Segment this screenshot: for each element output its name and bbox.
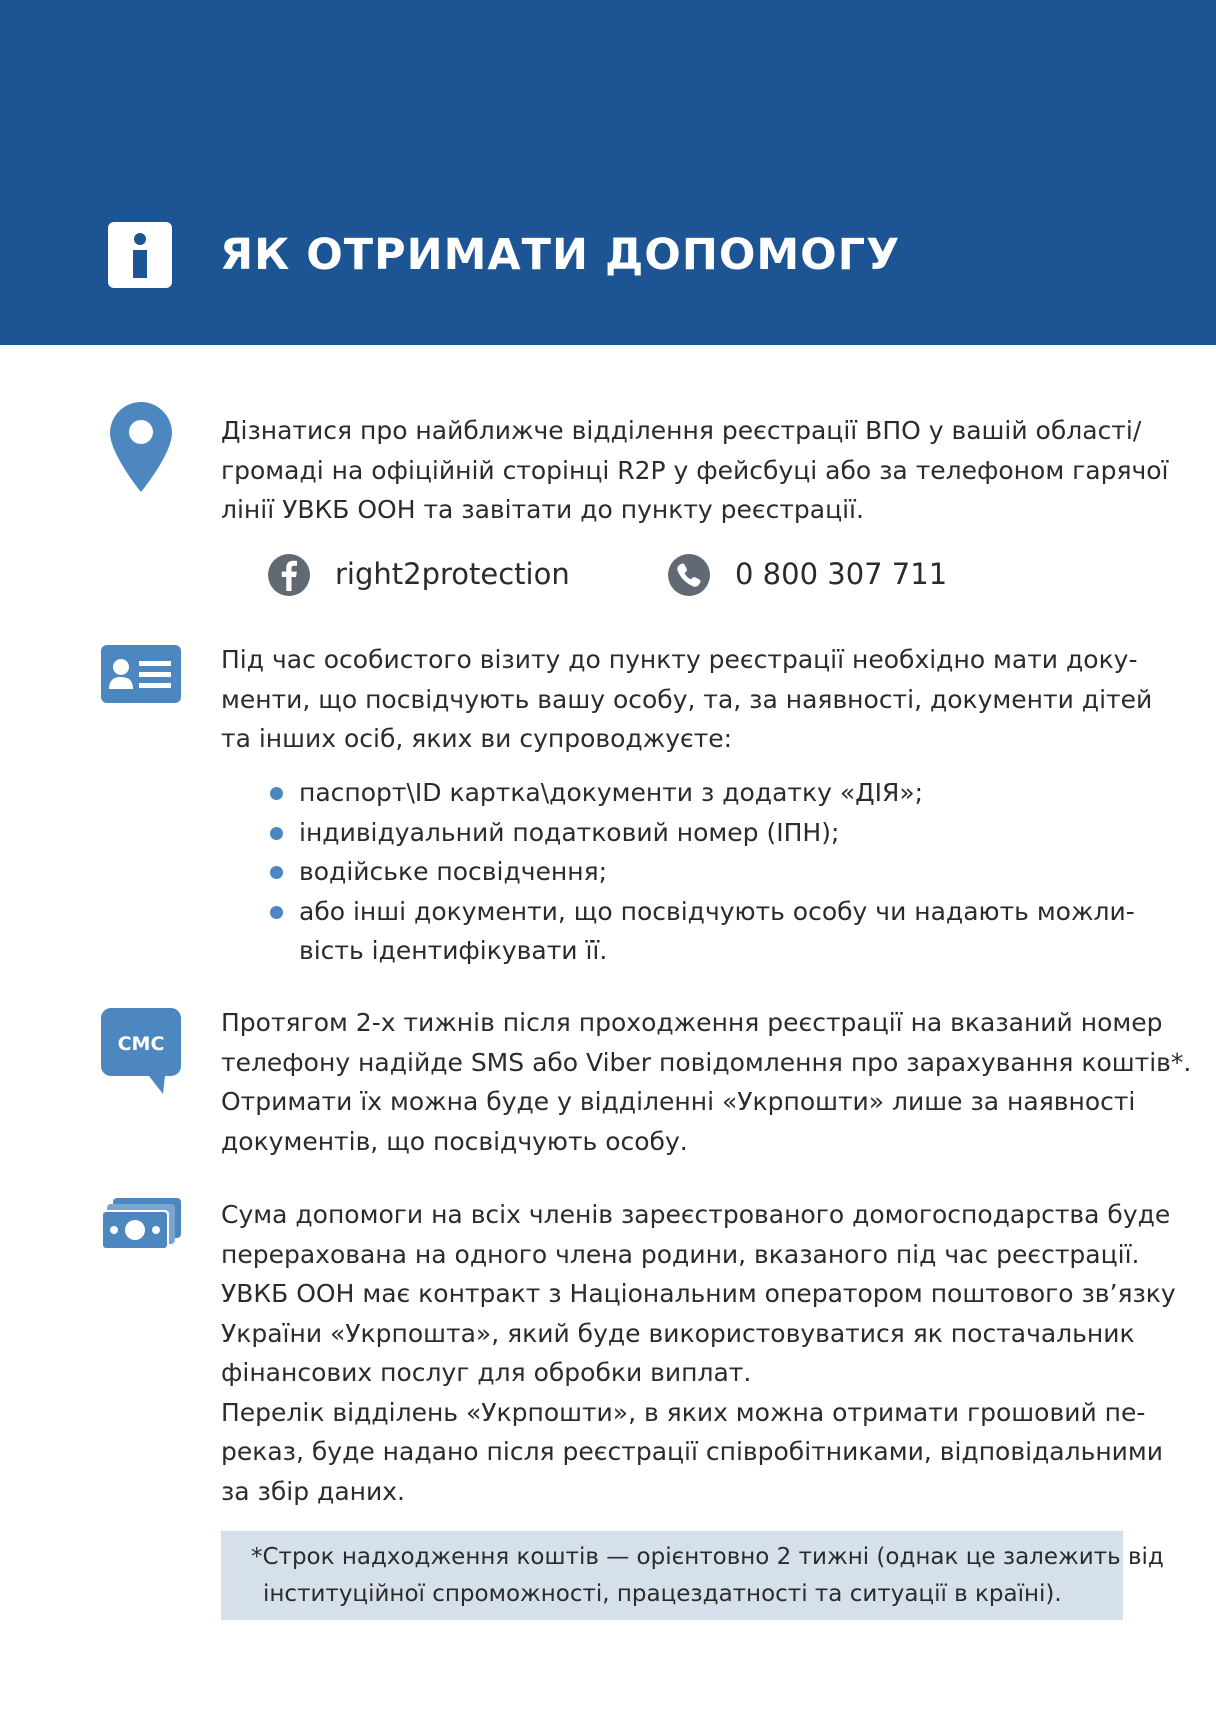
page-header (0, 0, 1216, 345)
page-title: ЯК ОТРИМАТИ ДОПОМОГУ (220, 230, 901, 280)
bullet-icon (270, 787, 283, 800)
phone-icon (667, 553, 711, 597)
location-text: Дізнатися про найближче відділення реєстрації ВПО у вашій області/ громаді на офіційній сторінці R2P у фейсбуці або за телефоном гарячої лінії УВКБ ООН та завітати до пункту реєстрації. (221, 416, 1169, 524)
info-icon (108, 222, 172, 288)
list-item: або інші документи, що посвідчують особу чи надають можли- вість ідентифікувати її. (270, 892, 1130, 971)
facebook-handle[interactable]: right2protection (335, 557, 570, 591)
bullet-icon (270, 827, 283, 840)
list-item: водійське посвідчення; (270, 852, 1130, 892)
facebook-icon (267, 553, 311, 597)
money-text: Сума допомоги на всіх членів зареєстрованого домогосподарства буде перерахована на одного члена родини, вказаного під час реєстрації. УВКБ ООН має контракт з Національним оператором поштового зв’язку України «Укрпошта», який буде використовуватися як постачальник фінансових послуг для обробки виплат. Перелік відділень «Укрпошти», в яких можна отримати грошовий пе- реказ, буде надано після реєстрації співробітниками, відповідальними за збір даних. (221, 1200, 1176, 1506)
list-item: індивідуальний податковий номер (ІПН); (270, 813, 1130, 853)
id-card-icon (101, 645, 181, 703)
facebook-contact[interactable] (267, 553, 587, 603)
bullet-icon (270, 906, 283, 919)
phone-contact[interactable] (667, 553, 947, 603)
sms-icon-label: СМС (117, 1033, 165, 1055)
documents-text: Під час особистого візиту до пункту реєстрації необхідно мати доку- менти, що посвідчують вашу особу, та, за наявності, документи дітей та інших осіб, яких ви супроводжуєте: (221, 645, 1153, 753)
location-pin-icon (110, 402, 172, 492)
sms-bubble-icon (101, 1008, 181, 1094)
hotline-number[interactable]: 0 800 307 711 (735, 557, 948, 591)
documents-list (270, 773, 1135, 971)
list-item: паспорт\ID картка\документи з додатку «ДІЯ»; (270, 773, 1130, 813)
bullet-icon (270, 866, 283, 879)
footnote-text: *Строк надходження коштів — орієнтовно 2 тижні (однак це залежить від інституційної спроможності, працездатності та ситуації в країні). (251, 1544, 1164, 1607)
money-icon (101, 1198, 181, 1250)
footnote-box (221, 1531, 1164, 1620)
sms-text: Протягом 2-х тижнів після проходження реєстрації на вказаний номер телефону надійде SMS або Viber повідомлення про зарахування коштів*. Отримати їх можна буде у відділенні «Укрпошти» лише за наявності документів, що посвідчують особу. (221, 1008, 1192, 1156)
